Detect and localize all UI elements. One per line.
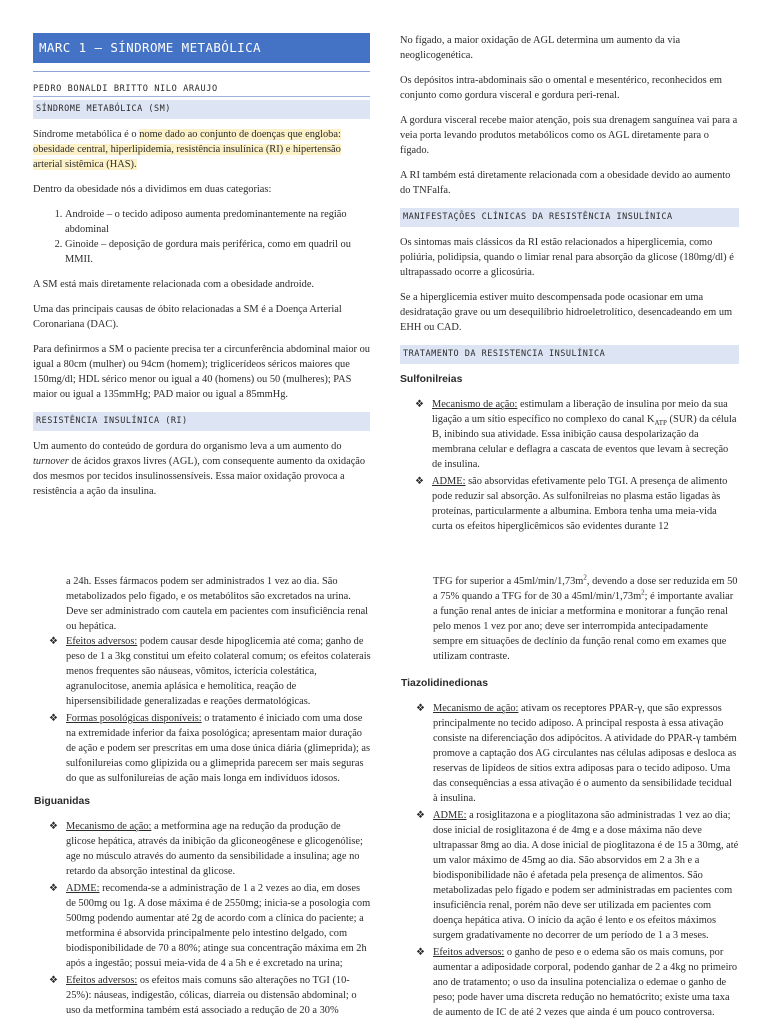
title-divider (33, 71, 370, 72)
list-item: ❖ Efeitos adversos: podem causar desde hipoglicemia até coma; ganho de peso de 1 a 3kg constitui um efeito colateral comum; os efeitos colaterais menos frequentes são náuseas, vômitos, icterícia colestática, agranulocitose, anemia aplásica e hemolítica, reação de hipersensibilidade generalizadas e reações dermatológicas. (49, 636, 371, 707)
diamond-bullet-icon: ❖ (416, 703, 425, 714)
document-page-2 (0, 560, 768, 1024)
tiazolidinedionas-list (401, 701, 739, 1020)
obesity-types-list (33, 207, 370, 267)
sulfonilreias-list-continued (34, 634, 372, 786)
list-item: ❖ ADME: são absorvidas efetivamente pelo TGI. A presença de alimento pode reduzir sal absorção. As sulfonilreias no plasma estão ligadas às proteínas, particularmente a albumina. Embora tenha uma meia-vida curta os efeitos hiperglicêmicos são evidentes durante 12 (415, 476, 728, 532)
list-item: ❖ Mecanismo de ação: estimulam a liberação de insulina por meio da sua ligação a um sítio específico no complexo do canal $K_{ATP}$ (SUR) da célula B, inibindo sua atividade. Essa inibição causa despolarização da membrana celular e deflagra a cascata de eventos que levam à secreção de insulina. (415, 399, 737, 470)
diamond-bullet-icon: ❖ (416, 810, 425, 821)
page2-right-column (401, 574, 739, 1024)
diamond-bullet-icon: ❖ (415, 399, 424, 410)
paragraph-tnf: A RI também está diretamente relacionada com a obesidade devido ao aumento do TNFalfa. (400, 170, 731, 196)
section-heading-tratamento: TRATAMENTO DA RESISTENCIA INSULÍNICA (400, 345, 739, 364)
paragraph-criteria: Para definirmos a SM o paciente precisa ter a circunferência abdominal maior ou igual a 80cm (mulher) ou 94cm (homem); triglicerídeos séricos maiores que 150mg/dl; HDL sérico menor ou igual a 40 (homens) ou 50 (mulheres); PAS maior ou igual a 135mmHg; PAD maior ou igual a 85mmHg. (33, 344, 370, 400)
sulfonilreias-list (400, 397, 739, 534)
sulfonilreias-continuation: a 24h. Esses fármacos podem ser administrados 1 vez ao dia. São metabolizados pelo fígado, e os metabólitos são excretados na urina. Deve ser administrado com cautela em pacientes com insuficiência renal ou hepática. (66, 576, 369, 632)
subheading-tiazolidinedionas: Tiazolidinedionas (401, 678, 488, 689)
paragraph-obesity-division: Dentro da obesidade nós a dividimos em duas categorias: (33, 184, 272, 195)
author-name: PEDRO BONALDI BRITTO NILO ARAUJO (33, 82, 370, 97)
paragraph-ri: Um aumento do conteúdo de gordura do organismo leva a um aumento do turnover de ácidos graxos livres (AGL), com consequente aumento da oxidação dos mesmos por tecidos insulinossensíveis. Essa maior oxidação provoca a resistência a ação da insulina. (33, 441, 366, 497)
document-title: MARC 1 – SÍNDROME METABÓLICA (33, 33, 370, 63)
diamond-bullet-icon: ❖ (416, 947, 425, 958)
paragraph-figado: No fígado, a maior oxidação de AGL determina um aumento da via neoglicogenética. (400, 35, 681, 61)
biguanidas-continuation: TFG for superior a $45ml/\min/1,73m^2$, devendo a dose ser reduzida em 50 a 75% quando a TFG for de 30 a $45ml/\min/1,73m^2$; é importante avaliar a função renal antes de iniciar a metformina e monitorar a função renal pelo menos 1 vez por ano; deve ser interrompida antecipadamente sempre em situações de declínio da função renal como em exames que utilizam contraste. (433, 573, 738, 662)
list-item: ❖ Efeitos adversos: o ganho de peso e o edema são os mais comuns, por aumentar a adiposidade corporal, podendo ganhar de 2 a 4kg no primeiro ano de tratamento; o uso da insulina potencializa o edemae o ganho de peso; pode haver uma discreta redução no hematócrito; existe uma taxa de aumento de IC de até 2 vezes que ainda é um pouco controversa. (416, 947, 738, 1018)
section-heading-sm: SÍNDROME METABÓLICA (SM) (33, 100, 370, 119)
subheading-biguanidas: Biguanidas (34, 796, 91, 807)
paragraph-sm-definition: Síndrome metabólica é o nome dado ao conjunto de doenças que engloba: obesidade central, hiperlipidemia, resistência insulínica (RI) e hipertensão arterial sistêmica (HAS). (33, 129, 341, 170)
section-heading-ri: RESISTÊNCIA INSULÍNICA (RI) (33, 412, 370, 431)
paragraph-androide: A SM está mais diretamente relacionada com a obesidade androide. (33, 279, 315, 290)
diamond-bullet-icon: ❖ (49, 975, 58, 986)
paragraph-depositos: Os depósitos intra-abdominais são o omental e mesentérico, reconhecidos em conjunto como gordura visceral e gordura peri-renal. (400, 75, 723, 101)
diamond-bullet-icon: ❖ (49, 821, 58, 832)
diamond-bullet-icon: ❖ (49, 636, 58, 647)
list-item: ❖ Formas posológicas disponíveis: o tratamento é iniciado com uma dose na extremidade inferior da faixa posológica; apresentam maior duração de ação e podem ser prescritas em uma dose única diária (glimeprida); as sulfonilureias como glipizida ou a glimeprida parecem ser mais seguras do que as sulfonilureias de ação mais longa em indivíduos idosos. (49, 713, 371, 784)
list-item: ❖ ADME: a rosiglitazona e a pioglitazona são administradas 1 vez ao dia; dose inicial de rosiglitazona é de 4mg e a dose máxima não deve ultrapassar 8mg ao dia. A dose inicial de pioglitazona é de 15 a 30mg, até um valor máximo de 45mg ao dia. São absorvidos em 2 a 3h e a biodisponibilidade não é afetada pela presença de alimentos. São metabolizadas pelo fígado e podem ser administradas em pacientes com insuficiência renal, porém não deve ser utilizada em pacientes com doença hepática ativa. O início da ação é lento e os efeitos máximos surgem gradativamente no decorrer de um período de 1 a 3 meses. (416, 810, 739, 941)
diamond-bullet-icon: ❖ (49, 713, 58, 724)
list-item: ❖ Mecanismo de ação: ativam os receptores PPAR-γ, que são expressos principalmente no tecido adiposo. A principal resposta à essa ativação consiste na diferenciação dos adipócitos. A atividade do PPAR-γ também promove a captação dos AG circulantes nas células adiposas e desloca as reservas de lipídeos de sítios extra adiposas para o tecido adiposo. Uma das consequências a essa ativação é o aumento da sensibilidade tecidual à insulina. (416, 703, 737, 804)
biguanidas-list (34, 819, 372, 1018)
list-item: ❖ Efeitos adversos: os efeitos mais comuns são alterações no TGI (10-25%): náuseas, indigestão, cólicas, diarreia ou distensão abdominal; o uso da metformina também está associado a redução de 20 a 30% (49, 975, 357, 1016)
page1-left-column (33, 33, 370, 509)
diamond-bullet-icon: ❖ (49, 883, 58, 894)
subheading-sulfonilreias: Sulfonilreias (400, 374, 463, 385)
list-item: ❖ ADME: recomenda-se a administração de 1 a 2 vezes ao dia, em doses de 500mg ou 1g. A dose máxima é de 2550mg; inicia-se a posologia com 500mg podendo aumentar até 2g de acordo com a clínica do paciente; a metformina é absorvida principalmente pelo intestino delgado, com biodisponibilidade de 70 a 80%; atinge sua concentração máxima em 2h após a ingestão; possui meia-vida de 4 a 5h e é excretado na urina; (49, 883, 371, 969)
page1-right-column (400, 33, 739, 538)
list-item: 2. Ginoide – deposição de gordura mais periférica, como em quadril ou MMII. (65, 237, 370, 267)
list-item: ❖ Mecanismo de ação: a metformina age na redução da produção de glicose hepática, através da inibição da gliconeogênese e glicogenólise; age no músculo através do aumento da sensibilidade a insulina; age no retardo da absorção intestinal da glicose. (49, 821, 363, 877)
section-heading-manifestacoes: MANIFESTAÇÕES CLÍNICAS DA RESISTÊNCIA INSULÍNICA (400, 208, 739, 227)
paragraph-manif-b: Se a hiperglicemia estiver muito descompensada pode ocasionar em uma desidratação grave ou um desequilíbrio hidroeletrolítico, desencadeando em um EHH ou CAD. (400, 292, 733, 333)
list-item: 1. Androide – o tecido adiposo aumenta predominantemente na região abdominal (65, 207, 370, 237)
highlighted-text: nome dado ao conjunto de doenças que engloba: obesidade central, hiperlipidemia, resistência insulínica (RI) e hipertensão arterial sistêmica (HAS). (33, 129, 341, 170)
paragraph-dac: Uma das principais causas de óbito relacionadas a SM é a Doença Arterial Coronariana (DAC). (33, 304, 342, 330)
page2-left-column (34, 574, 372, 1022)
diamond-bullet-icon: ❖ (415, 476, 424, 487)
paragraph-manif-a: Os sintomas mais clássicos da RI estão relacionados a hiperglicemia, como poliúria, polidipsia, quando o limiar renal para absorção da glicose (180mg/dl) é ultrapassado ocorre a glicosúria. (400, 237, 734, 278)
paragraph-visceral: A gordura visceral recebe maior atenção, pois sua drenagem sanguínea vai para a veia porta levando produtos metabólicos como os AGL diretamente para o fígado. (400, 115, 738, 156)
